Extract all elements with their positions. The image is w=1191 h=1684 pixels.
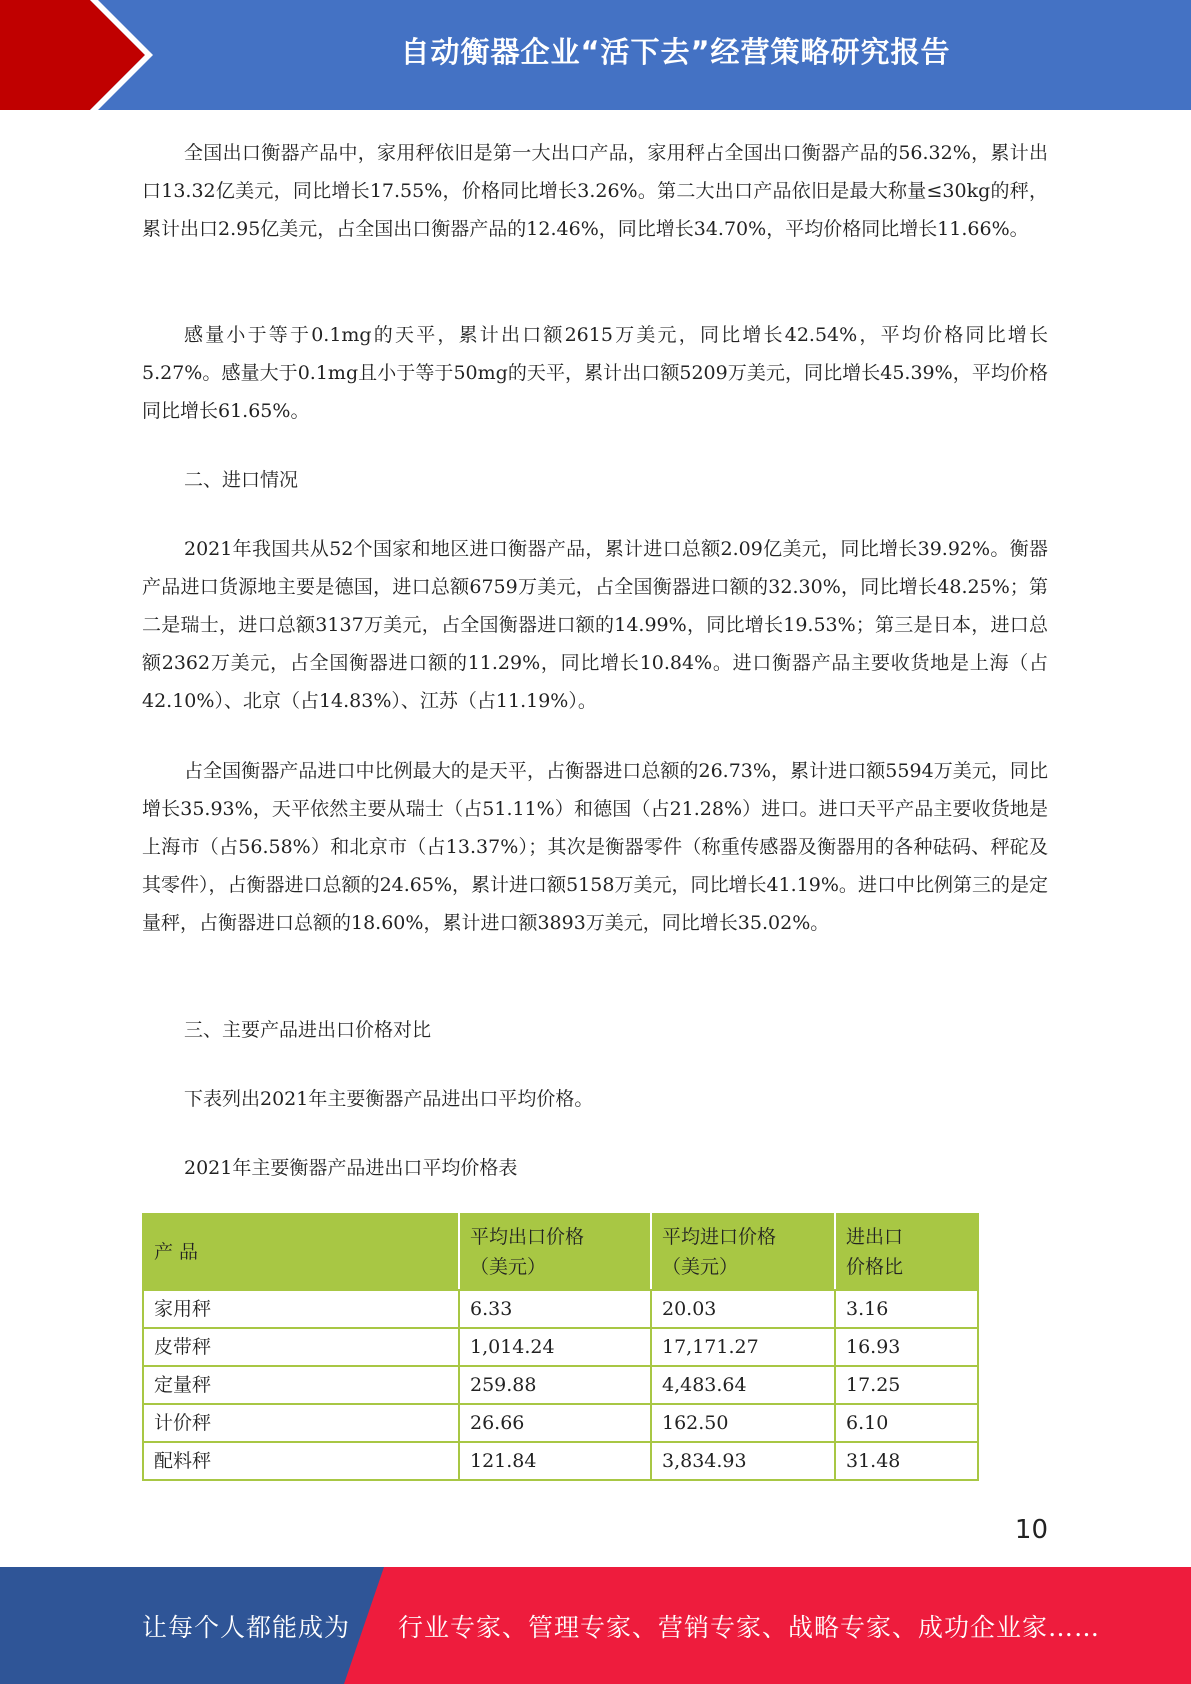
cell-price-ratio: 17.25 <box>835 1366 978 1404</box>
cell-import-price: 3,834.93 <box>651 1442 835 1480</box>
cell-price-ratio: 6.10 <box>835 1404 978 1442</box>
header-import-price-line1: 平均进口价格 <box>662 1226 777 1248</box>
price-table <box>142 1213 979 1481</box>
cell-product: 配料秤 <box>143 1442 459 1480</box>
table-row <box>143 1328 978 1366</box>
header-export-price <box>459 1214 651 1290</box>
cell-export-price: 1,014.24 <box>459 1328 651 1366</box>
header-product <box>143 1214 459 1290</box>
paragraph-export-household: 全国出口衡器产品中，家用秤依旧是第一大出口产品，家用秤占全国出口衡器产品的56.32%，累计出口13.32亿美元，同比增长17.55%，价格同比增长3.26%。第二大出口产品依旧是最大称量≤30kg的秤，累计出口2.95亿美元，占全国出口衡器产品的12.46%，同比增长34.70%，平均价格同比增长11.66%。 <box>142 142 1048 240</box>
body-section-6 <box>142 1011 1048 1049</box>
cell-price-ratio: 31.48 <box>835 1442 978 1480</box>
body-section-3 <box>142 461 1048 499</box>
header-price-ratio-line1: 进出口 <box>846 1226 904 1248</box>
body-section-5 <box>142 752 1048 942</box>
footer-slogan-right: 行业专家、管理专家、营销专家、战略专家、成功企业家…… <box>398 1612 1101 1642</box>
body-section-8 <box>142 1149 1048 1187</box>
header-export-price-line1: 平均出口价格 <box>470 1226 585 1248</box>
header-export-price-line2: （美元） <box>470 1256 547 1278</box>
cell-export-price: 259.88 <box>459 1366 651 1404</box>
cell-import-price: 4,483.64 <box>651 1366 835 1404</box>
table-row <box>143 1366 978 1404</box>
page-header <box>0 0 1191 110</box>
cell-import-price: 162.50 <box>651 1404 835 1442</box>
body-section-1 <box>142 134 1048 248</box>
body-section-2 <box>142 316 1048 430</box>
page-number: 10 <box>1014 1515 1048 1545</box>
cell-price-ratio: 3.16 <box>835 1290 978 1328</box>
paragraph-import-products: 占全国衡器产品进口中比例最大的是天平，占衡器进口总额的26.73%，累计进口额5594万美元，同比增长35.93%，天平依然主要从瑞士（占51.11%）和德国（占21.28%）进口。进口天平产品主要收货地是上海市（占56.58%）和北京市（占13.37%）；其次是衡器零件（称重传感器及衡器用的各种砝码、秤砣及其零件），占衡器进口总额的24.65%，累计进口额5158万美元，同比增长41.19%。进口中比例第三的是定量秤，占衡器进口总额的18.60%，累计进口额3893万美元，同比增长35.02%。 <box>142 760 1048 934</box>
heading-import: 二、进口情况 <box>184 469 299 491</box>
cell-price-ratio: 16.93 <box>835 1328 978 1366</box>
page-footer <box>0 1567 1191 1684</box>
table-caption: 2021年主要衡器产品进出口平均价格表 <box>184 1157 518 1179</box>
table-row <box>143 1404 978 1442</box>
table-row <box>143 1290 978 1328</box>
table-row <box>143 1442 978 1480</box>
header-price-ratio-line2: 价格比 <box>846 1256 904 1278</box>
header-product-label: 产 品 <box>154 1241 199 1263</box>
cell-import-price: 17,171.27 <box>651 1328 835 1366</box>
header-import-price-line2: （美元） <box>662 1256 739 1278</box>
body-section-4 <box>142 530 1048 720</box>
header-import-price <box>651 1214 835 1290</box>
table-header-row <box>143 1214 978 1290</box>
cell-export-price: 26.66 <box>459 1404 651 1442</box>
cell-product: 定量秤 <box>143 1366 459 1404</box>
cell-export-price: 6.33 <box>459 1290 651 1328</box>
cell-export-price: 121.84 <box>459 1442 651 1480</box>
paragraph-table-intro: 下表列出2021年主要衡器产品进出口平均价格。 <box>184 1088 594 1110</box>
report-title: 自动衡器企业“活下去”经营策略研究报告 <box>400 34 951 69</box>
cell-product: 计价秤 <box>143 1404 459 1442</box>
heading-price-compare: 三、主要产品进出口价格对比 <box>184 1019 432 1041</box>
price-table-wrapper <box>142 1213 979 1481</box>
cell-import-price: 20.03 <box>651 1290 835 1328</box>
header-price-ratio <box>835 1214 978 1290</box>
body-section-7 <box>142 1080 1048 1118</box>
cell-product: 皮带秤 <box>143 1328 459 1366</box>
paragraph-import-overview: 2021年我国共从52个国家和地区进口衡器产品，累计进口总额2.09亿美元，同比增长39.92%。衡器产品进口货源地主要是德国，进口总额6759万美元，占全国衡器进口额的32.30%，同比增长48.25%；第二是瑞士，进口总额3137万美元，占全国衡器进口额的14.99%，同比增长19.53%；第三是日本，进口总额2362万美元，占全国衡器进口额的11.29%，同比增长10.84%。进口衡器产品主要收货地是上海（占42.10%）、北京（占14.83%）、江苏（占11.19%）。 <box>142 538 1048 712</box>
cell-product: 家用秤 <box>143 1290 459 1328</box>
footer-slogan-left: 让每个人都能成为 <box>142 1612 351 1642</box>
paragraph-export-balance: 感量小于等于0.1mg的天平，累计出口额2615万美元，同比增长42.54%，平均价格同比增长5.27%。感量大于0.1mg且小于等于50mg的天平，累计出口额5209万美元，同比增长45.39%，平均价格同比增长61.65%。 <box>142 324 1048 422</box>
